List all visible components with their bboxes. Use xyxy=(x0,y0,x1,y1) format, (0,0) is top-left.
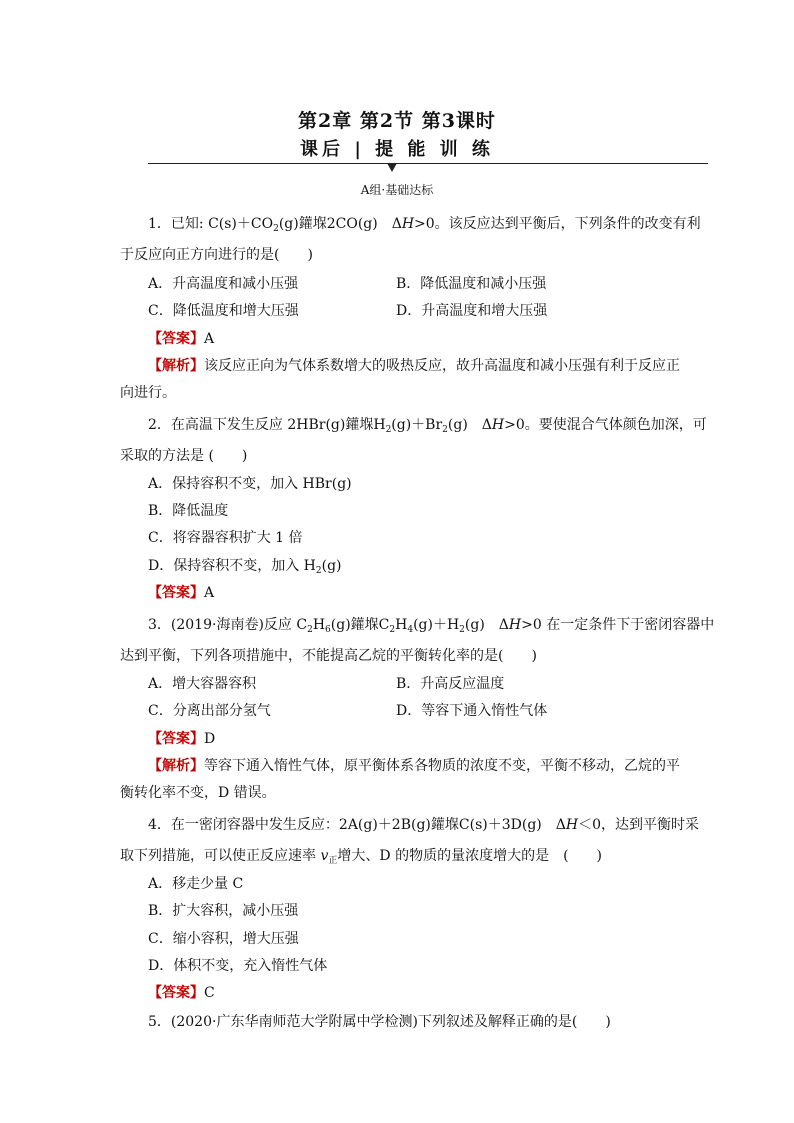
q2-line1: 2．在高温下发生反应 2HBr(g)鑵堢$H_2(g)+Br_2(g)$ ΔH>0。要使混合气体颜色加深，可 xyxy=(148,417,707,435)
q4-option-d: D．体积不变，充入惰性气体 xyxy=(148,958,328,974)
q4-option-a: A．移走少量 C xyxy=(148,876,244,892)
page-subtitle: 课后 | 提 能 训 练 xyxy=(300,139,494,160)
q1-option-a: A．升高温度和减小压强 xyxy=(148,276,299,292)
q4-line2: 取下列措施，可以使正反应速率 $v_正$增大、D 的物质的量浓度增大的是 ( ) xyxy=(120,848,602,866)
q3-analysis-line1: 【解析】等容下通入惰性气体，原平衡体系各物质的浓度不变，平衡不移动，乙烷的平 xyxy=(148,758,680,774)
q2-option-b: B．降低温度 xyxy=(148,503,229,519)
q2-answer: 【答案】A xyxy=(148,585,215,601)
group-heading: A组·基础达标 xyxy=(360,183,434,197)
q2-line2: 采取的方法是 ( ) xyxy=(120,448,248,464)
q2-option-c: C．将容器容积扩大 1 倍 xyxy=(148,530,303,546)
q1-option-b: B．降低温度和减小压强 xyxy=(396,276,547,292)
q4-option-b: B．扩大容积，减小压强 xyxy=(148,903,299,919)
q1-option-c: C．降低温度和增大压强 xyxy=(148,303,299,319)
q2-option-a: A．保持容积不变，加入 HBr(g) xyxy=(148,476,352,492)
q1-answer: 【答案】A xyxy=(148,331,215,347)
q1-option-d: D．升高温度和增大压强 xyxy=(396,303,548,319)
q1-line1: 1．已知: $C(s)+CO_2(g)$鑵堢2CO(g) ΔH>0。该反应达到平衡后，下列条件的改变有利 xyxy=(148,216,701,234)
q3-line1: 3．(2019·海南卷)反应 $C_2H_6(g)$鑵堢$C_2H_4(g)+H_2(g)$ ΔH>0 在一定条件下于密闭容器中 xyxy=(148,617,715,635)
q3-analysis-line2: 衡转化率不变，D 错误。 xyxy=(120,785,276,801)
q1-analysis-line1: 【解析】该反应正向为气体系数增大的吸热反应，故升高温度和减小压强有利于反应正 xyxy=(148,358,680,374)
q4-option-c: C．缩小容积，增大压强 xyxy=(148,931,299,947)
header-rule xyxy=(148,163,708,164)
q3-option-c: C．分离出部分氢气 xyxy=(148,703,271,719)
q1-analysis-line2: 向进行。 xyxy=(120,385,176,401)
q3-option-d: D．等容下通入惰性气体 xyxy=(396,703,548,719)
header-triangle-marker xyxy=(387,163,397,172)
q5-line1: 5．(2020·广东华南师范大学附属中学检测)下列叙述及解释正确的是( ) xyxy=(148,1014,611,1030)
q3-line2: 达到平衡，下列各项措施中，不能提高乙烷的平衡转化率的是( ) xyxy=(120,648,537,664)
q3-option-a: A．增大容器容积 xyxy=(148,676,257,692)
q2-option-d: D．保持容积不变，加入 $H_2(g)$ xyxy=(148,558,342,576)
q4-line1: 4．在一密闭容器中发生反应：2A(g)＋2B(g)鑵堢C(s)＋3D(g) ΔH＜0，达到平衡时采 xyxy=(148,817,699,833)
q3-option-b: B．升高反应温度 xyxy=(396,676,505,692)
page-title: 第2章 第2节 第3课时 xyxy=(298,110,496,132)
q3-answer: 【答案】D xyxy=(148,731,216,747)
q4-answer: 【答案】C xyxy=(148,985,215,1001)
q1-line2: 于反应向正方向进行的是( ) xyxy=(120,247,313,263)
